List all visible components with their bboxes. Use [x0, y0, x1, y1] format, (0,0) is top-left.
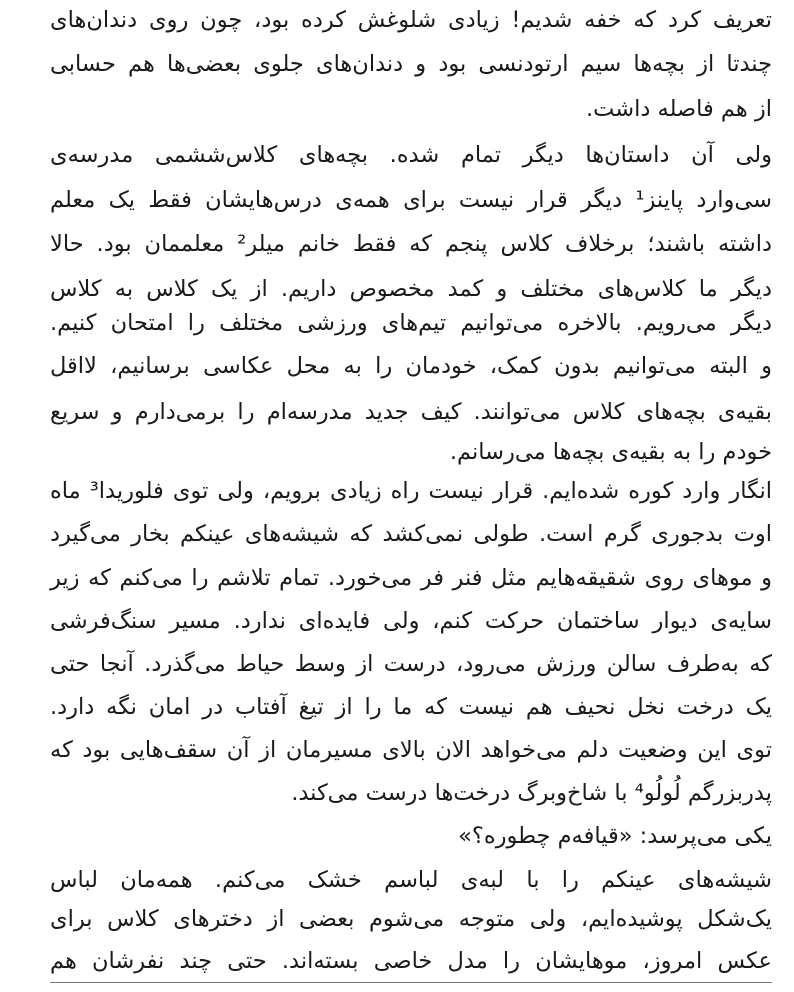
text-line: سی‌وارد پاینز¹ دیگر قرار نیست برای همه‌ی درس‌هایشان فقط یک معلم [50, 187, 772, 213]
text-line: توی این وضعیت دلم می‌خواهد الان بالای مسیرمان از آن سقف‌هایی بود که [50, 737, 772, 763]
text-line: شیشه‌های عینکم را با لبه‌ی لباسم خشک می‌کنم. همه‌مان لباس [50, 867, 772, 893]
text-line: داشته باشند؛ برخلاف کلاس پنجم که فقط خانم میلر² معلممان بود. حالا [50, 231, 772, 257]
text-line: که به‌طرف سالن ورزش می‌رود، درست از وسط حیاط می‌گذرد. آنجا حتی [50, 651, 772, 677]
text-line: یکی می‌پرسد: «قیافه‌م چطوره؟» [458, 823, 772, 849]
text-line: و البته می‌توانیم بدون کمک، خودمان را به محل عکاسی برسانیم، لااقل [50, 353, 772, 379]
text-line: پدربزرگم لُولُو⁴ با شاخ‌وبرگ درخت‌ها درست می‌کند. [291, 780, 772, 806]
text-line: بقیه‌ی بچه‌های کلاس می‌توانند. کیف جدید مدرسه‌ام را برمی‌دارم و سریع [50, 399, 772, 425]
text-line: اوت بدجوری گرم است. طولی نمی‌کشد که شیشه‌های عینکم بخار می‌گیرد [50, 521, 772, 547]
footnote-divider [50, 982, 772, 983]
text-line: ولی آن داستان‌ها دیگر تمام شده. بچه‌های کلاس‌ششمی مدرسه‌ی [50, 142, 772, 168]
text-line: از هم فاصله داشت. [585, 96, 772, 122]
text-line: انگار وارد کوره شده‌ایم. قرار نیست راه زیادی برویم، ولی توی فلوریدا³ ماه [50, 478, 773, 504]
text-line: دیگر می‌رویم. بالاخره می‌توانیم تیم‌های ورزشی مختلف را امتحان کنیم. [50, 310, 772, 336]
text-line: تعریف کرد که خفه شدیم! زیادی شلوغش کرده بود، چون روی دندان‌های [50, 7, 772, 33]
text-line: خودم را به بقیه‌ی بچه‌ها می‌رسانم. [449, 439, 772, 465]
text-line: چندتا از بچه‌ها سیم ارتودنسی بود و دندان‌های جلوی بعضی‌ها هم حسابی [50, 51, 772, 77]
text-line: عکس امروز، موهایشان را مدل خاصی بسته‌اند. حتی چند نفرشان هم [50, 948, 772, 974]
text-line: یک‌شکل پوشیده‌ایم، ولی متوجه می‌شوم بعضی از دخترهای کلاس برای [50, 906, 772, 932]
text-line: یک درخت نخل نحیف هم نیست که ما را از تیغ آفتاب در امان نگه دارد. [50, 694, 772, 720]
text-line: دیگر ما کلاس‌های مختلف و کمد مخصوص داریم. از یک کلاس به کلاس [50, 276, 772, 302]
text-line: و موهای روی شقیقه‌هایم مثل فنر فر می‌خورد. تمام تلاشم را می‌کنم که زیر [50, 565, 772, 591]
text-line: سایه‌ی دیوار ساختمان حرکت کنم، ولی فایده‌ای ندارد. مسیر سنگ‌فرشی [50, 608, 772, 634]
